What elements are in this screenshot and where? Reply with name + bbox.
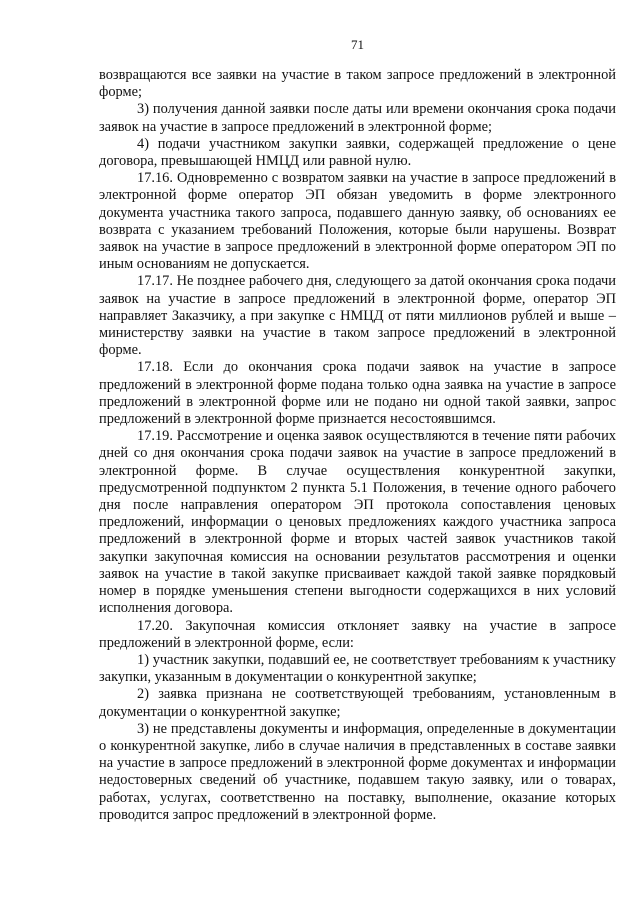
rejection-reason-3: 3) не представлены документы и информация, определенные в документации о конкурентной закупке, либо в случае наличия в представленных в составе заявки на участие в запросе предложений в электронной форме документах и информации недостоверных сведений об участнике, подавшем такую заявку, или о товарах, работах, услугах, соответственно на поставку, выполнение, оказание которых проводится запрос предложений в электронной форме. [99,720,616,823]
paragraph-continuation: возвращаются все заявки на участие в таком запросе предложений в электронной форме; [99,67,616,101]
list-item-4: 4) подачи участником закупки заявки, содержащей предложение о цене договора, превышающей НМЦД или равной нулю. [99,135,616,170]
clause-17-18: 17.18. Если до окончания срока подачи заявок на участие в запросе предложений в электронной форме подана только одна заявка на участие в запросе предложений в электронной форме или не подано ни одной такой заявки, запрос предложений в электронной форме признается несостоявшимся. [99,359,616,428]
page-number: 71 [351,37,364,52]
rejection-reason-2: 2) заявка признана не соответствующей требованиям, установленным в документации о конкурентной закупке; [99,686,616,720]
rejection-reason-1: 1) участник закупки, подавший ее, не соответствует требованиям к участнику закупки, указанным в документации о конкурентной закупке; [99,651,616,686]
list-item-3: 3) получения данной заявки после даты или времени окончания срока подачи заявок на участие в запросе предложений в электронной форме; [99,101,616,135]
clause-17-16: 17.16. Одновременно с возвратом заявки на участие в запросе предложений в электронной форме оператор ЭП обязан уведомить в форме электронного документа участника такого запроса, подавшего данную заявку, об основаниях ее возврата с указанием требований Положения, которые были нарушены. Возврат заявок на участие в запросе предложений в электронной форме оператором ЭП по иным основаниям не допускается. [99,170,616,273]
clause-17-17: 17.17. Не позднее рабочего дня, следующего за датой окончания срока подачи заявок на участие в запросе предложений в электронной форме, оператор ЭП направляет Заказчику, а при закупке с НМЦД от пяти миллионов рублей и выше – министерству заявки на участие в таком запросе предложений в электронной форме. [99,273,616,359]
clause-17-19: 17.19. Рассмотрение и оценка заявок осуществляются в течение пяти рабочих дней со дня окончания срока подачи заявок на участие в запросе предложений в электронной форме. В случае осуществления конкурентной закупки, предусмотренной подпунктом 2 пункта 5.1 Положения, в течение одного рабочего дня после направления оператором ЭП протокола сопоставления ценовых предложений, информации о ценовых предложениях каждого участника запроса предложений в электронной форме и вторых частей заявок участников такой закупки закупочная комиссия на основании результатов рассмотрения и оценки заявок на участие в такой закупке присваивает каждой такой заявке порядковый номер в порядке уменьшения степени выгодности содержащихся в них условий исполнения договора. [99,428,616,617]
clause-17-20: 17.20. Закупочная комиссия отклоняет заявку на участие в запросе предложений в электронной форме, если: [99,617,616,651]
